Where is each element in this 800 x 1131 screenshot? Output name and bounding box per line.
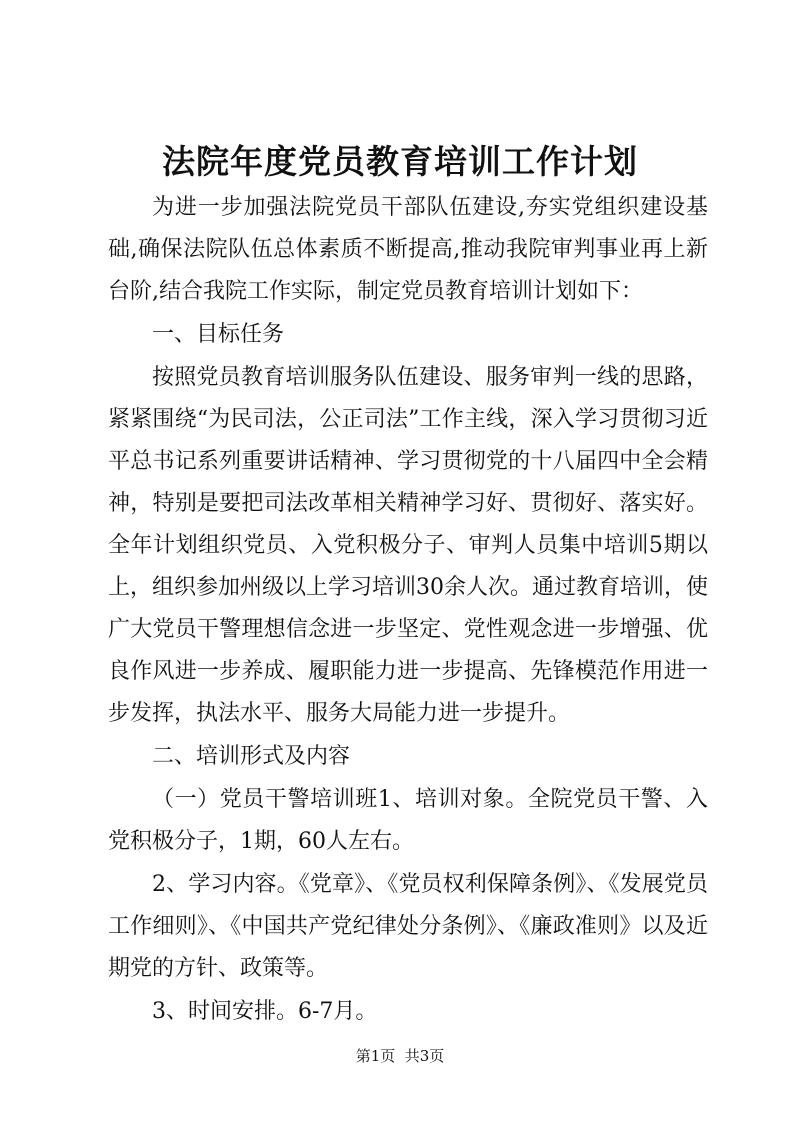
training-item-3: 3、时间安排。6-7月。: [152, 999, 378, 1024]
section-heading-training: 二、培训形式及内容: [152, 744, 351, 769]
document-body: [108, 187, 708, 1033]
page-number-footer: 第1页 共3页: [355, 1047, 445, 1065]
training-item-1: （一）党员干警培训班1、培训对象。全院党员干警、入党积极分子，1期，60人左右。: [108, 787, 708, 854]
section-heading-goals: 一、目标任务: [152, 322, 285, 347]
goals-paragraph: 按照党员教育培训服务队伍建设、服务审判一线的思路，紧紧围绕“为民司法，公正司法”工作主线，深入学习贯彻习近平总书记系列重要讲话精神、学习贯彻党的十八届四中全会精神，特别是要把司法改革相关精神学习好、贯彻好、落实好。全年计划组织党员、入党积极分子、审判人员集中培训5期以上，组织参加州级以上学习培训30余人次。通过教育培训，使广大党员干警理想信念进一步坚定、党性观念进一步增强、优良作风进一步养成、履职能力进一步提高、先锋模范作用进一步发挥，执法水平、服务大局能力进一步提升。: [108, 365, 708, 726]
intro-paragraph: 为进一步加强法院党员干部队伍建设,夯实党组织建设基础,确保法院队伍总体素质不断提高,推动我院审判事业再上新台阶,结合我院工作实际，制定党员教育培训计划如下：: [108, 195, 708, 304]
document-title: 法院年度党员教育培训工作计划: [162, 142, 638, 181]
training-item-2: 2、学习内容。《党章》、《党员权利保障条例》、《发展党员工作细则》、《中国共产党纪律处分条例》、《廉政准则》以及近期党的方针、政策等。: [108, 872, 708, 981]
